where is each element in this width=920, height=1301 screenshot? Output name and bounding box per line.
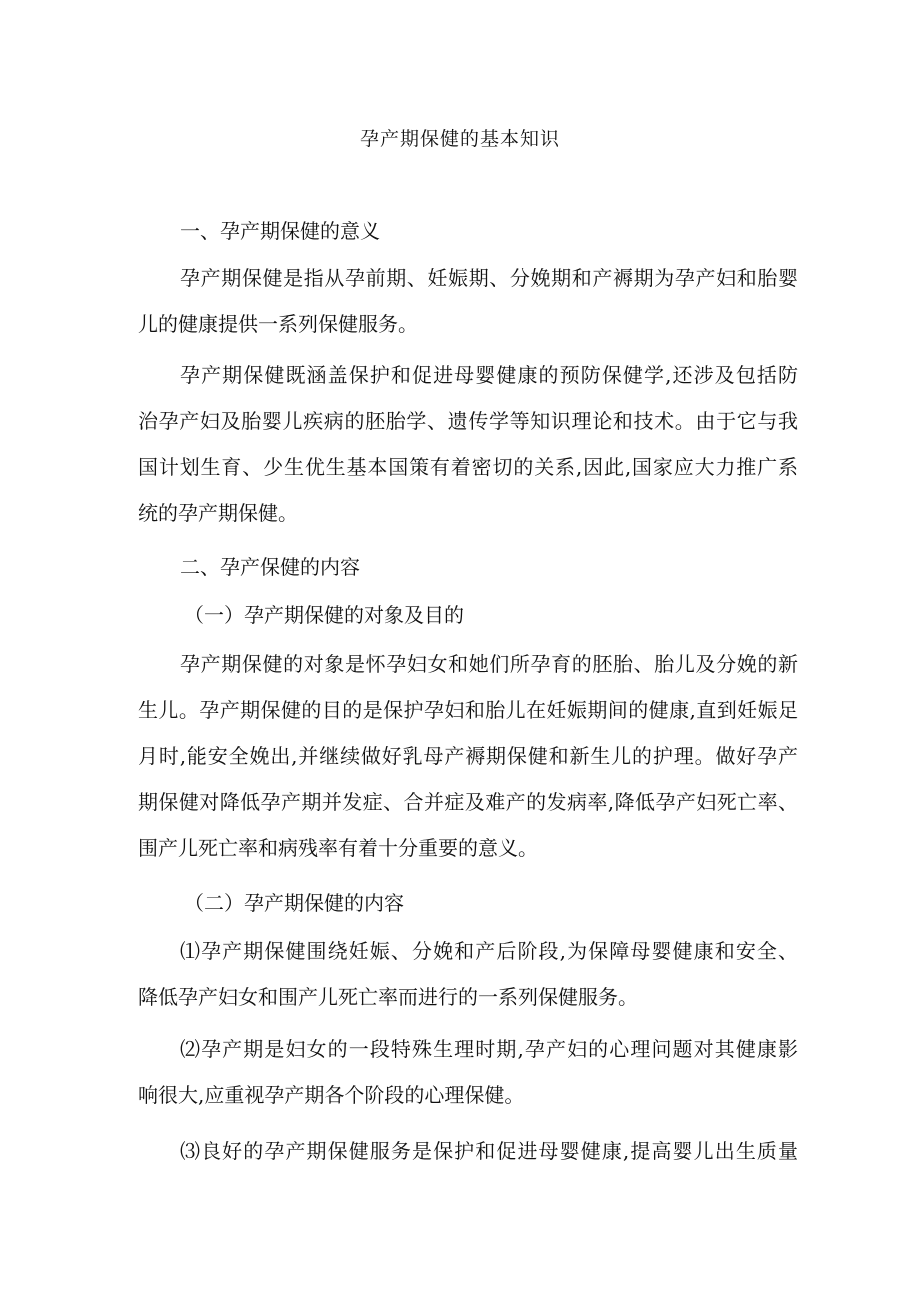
paragraph-line: 围产儿死亡率和病残率有着十分重要的意义。 (138, 836, 538, 860)
section-heading-text: 一、孕产期保健的意义 (180, 219, 380, 243)
paragraph-line: 生儿。孕产期保健的目的是保护孕妇和胎儿在妊娠期间的健康,直到妊娠足 (138, 698, 798, 722)
paragraph-line: 月时,能安全娩出,并继续做好乳母产褥期保健和新生儿的护理。做好孕产 (138, 744, 798, 768)
subheading-2 (138, 880, 798, 926)
paragraph-line: 孕产期保健既涵盖保护和促进母婴健康的预防保健学,还涉及包括防 (180, 363, 798, 387)
list-item-2 (138, 1026, 798, 1118)
paragraph-line: 降低孕产妇女和围产儿死亡率而进行的一系列保健服务。 (138, 985, 638, 1009)
list-item-1 (138, 928, 798, 1020)
paragraph-line: 期保健对降低孕产期并发症、合并症及难产的发病率,降低孕产妇死亡率、 (138, 790, 798, 814)
document-title: 孕产期保健的基本知识 (359, 128, 560, 150)
paragraph-line: ⑶良好的孕产期保健服务是保护和促进母婴健康,提高婴儿出生质量 (180, 1139, 798, 1163)
paragraph-line: 孕产期保健是指从孕前期、妊娠期、分娩期和产褥期为孕产妇和胎婴 (180, 266, 798, 290)
paragraph-s1-p2 (138, 352, 798, 536)
list-item-3 (138, 1128, 798, 1174)
subheading-text: （一）孕产期保健的对象及目的 (184, 603, 464, 627)
paragraph-line: 国计划生育、少生优生基本国策有着密切的关系,因此,国家应大力推广系 (138, 455, 798, 479)
paragraph-line: 响很大,应重视孕产期各个阶段的心理保健。 (138, 1083, 525, 1107)
section-heading-1 (138, 208, 798, 254)
paragraph-s1-p1 (138, 255, 798, 347)
section-heading-text: 二、孕产保健的内容 (180, 555, 360, 579)
section-heading-2 (138, 544, 798, 590)
paragraph-s2-p1 (138, 641, 798, 871)
paragraph-line: 统的孕产期保健。 (138, 501, 298, 525)
paragraph-line: 儿的健康提供一系列保健服务。 (138, 312, 418, 336)
paragraph-line: ⑵孕产期是妇女的一段特殊生理时期,孕产妇的心理问题对其健康影 (180, 1037, 798, 1061)
paragraph-line: ⑴孕产期保健围绕妊娠、分娩和产后阶段,为保障母婴健康和安全、 (180, 939, 798, 963)
subheading-1 (138, 592, 798, 638)
subheading-text: （二）孕产期保健的内容 (184, 891, 404, 915)
paragraph-line: 孕产期保健的对象是怀孕妇女和她们所孕育的胚胎、胎儿及分娩的新 (180, 652, 798, 676)
paragraph-line: 治孕产妇及胎婴儿疾病的胚胎学、遗传学等知识理论和技术。由于它与我 (138, 409, 798, 433)
